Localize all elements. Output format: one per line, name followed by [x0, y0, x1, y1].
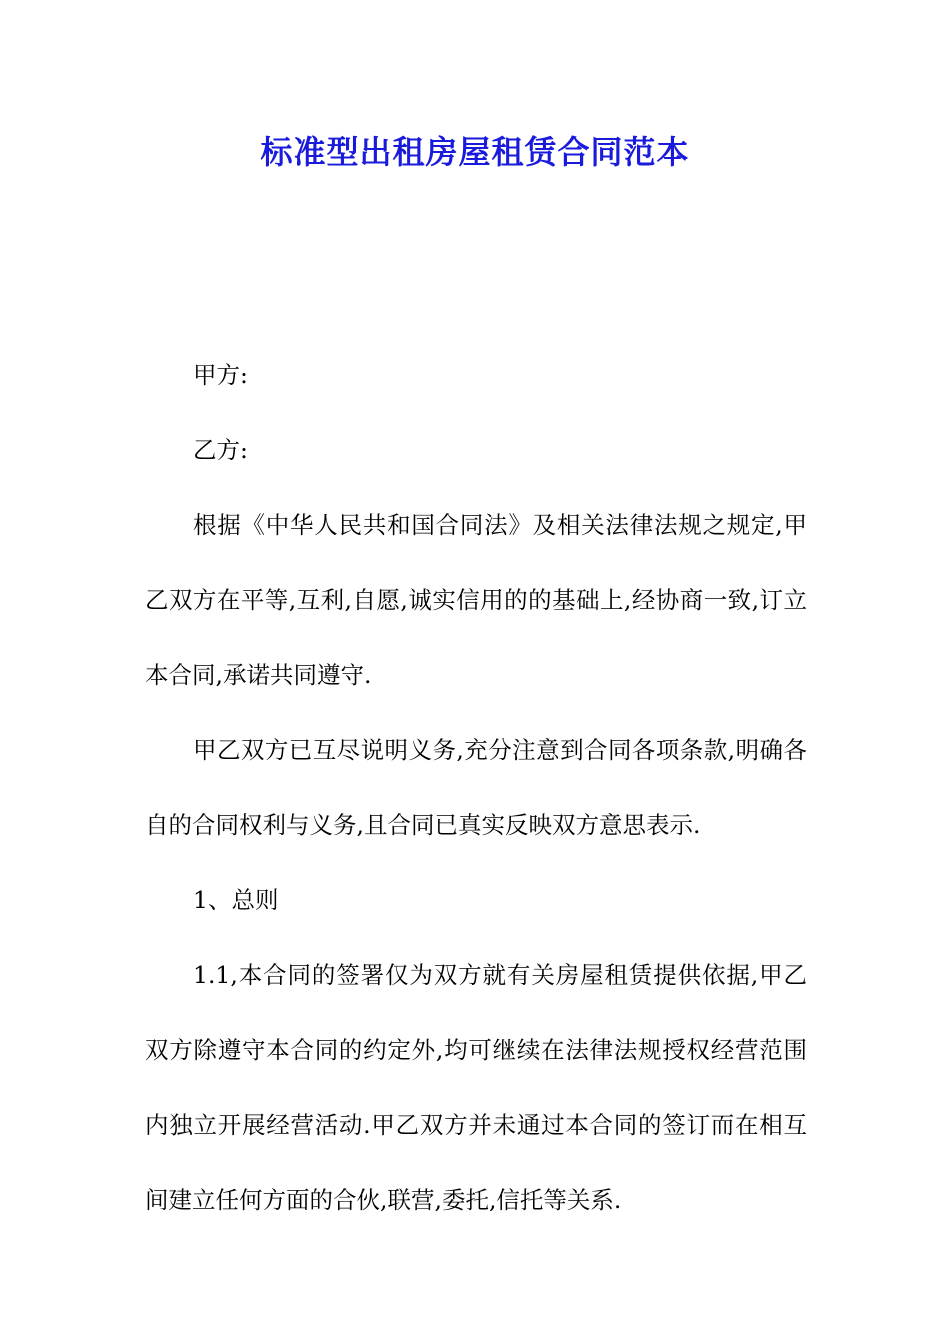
document-title: 标准型出租房屋租赁合同范本: [260, 133, 690, 171]
preamble-paragraph: 根据《中华人民共和国合同法》及相关法律法规之规定,甲乙双方在平等,互利,自愿,诚实信用的的基础上,经协商一致,订立本合同,承诺共同遵守.: [145, 511, 807, 689]
section-heading-general: 1、总则: [193, 886, 279, 914]
party-b-line: 乙方:: [193, 436, 248, 464]
document-body: [145, 338, 807, 1238]
party-a-line: 甲方:: [193, 361, 248, 389]
disclosure-paragraph: 甲乙双方已互尽说明义务,充分注意到合同各项条款,明确各自的合同权利与义务,且合同已真实反映双方意思表示.: [145, 736, 807, 839]
clause-1-1-paragraph: 1.1,本合同的签署仅为双方就有关房屋租赁提供依据,甲乙双方除遵守本合同的约定外,均可继续在法律法规授权经营范围内独立开展经营活动.甲乙双方并未通过本合同的签订而在相互间建立任何方面的合伙,联营,委托,信托等关系.: [145, 961, 807, 1214]
